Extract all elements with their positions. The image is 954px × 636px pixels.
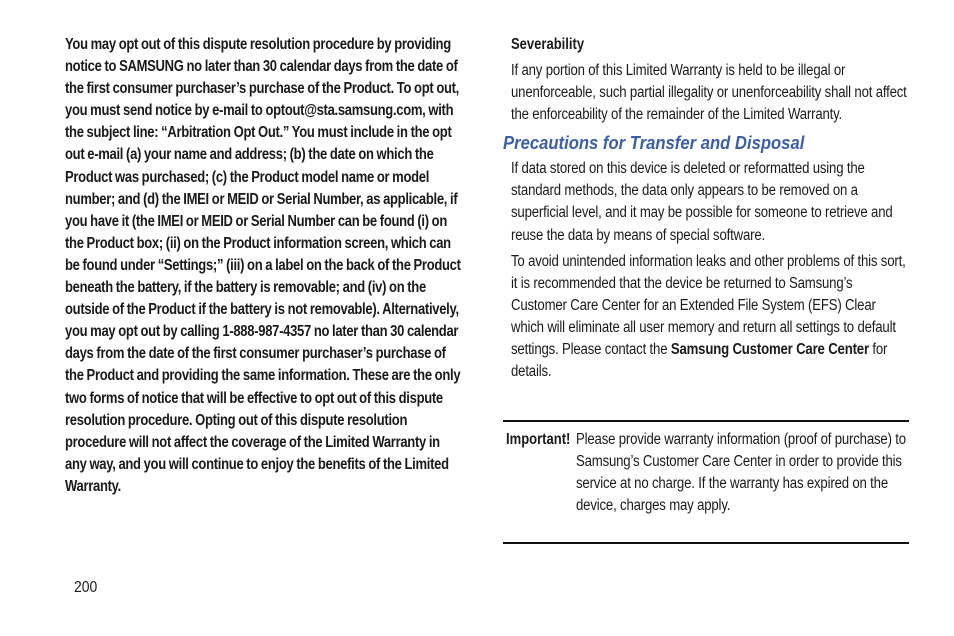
precautions-text-end: for details. xyxy=(511,341,888,381)
important-text: Please provide warranty information (proof of purchase) to Samsung’s Customer Care Center in order to provide this service at no charge. If the warranty has expired on the device, charges may apply. xyxy=(576,431,906,515)
precautions-paragraph-1: If data stored on this device is deleted or reformatted using the standard methods, the data only appears to be removed on a superficial level, and it may be possible for someone to retrieve and reuse the data by means of special software. xyxy=(511,160,893,244)
left-column xyxy=(65,34,465,498)
precautions-heading: Precautions for Transfer and Disposal xyxy=(503,132,805,154)
important-note-box xyxy=(503,420,909,544)
important-label: Important! xyxy=(506,431,571,448)
severability-heading: Severability xyxy=(511,36,585,53)
precautions-text-start: To avoid unintended information leaks and other problems of this sort, it is recommended that the device be returned to Samsung’s Customer Care Center for an Extended File System (EFS) Clear which will eliminate all user memory and return all settings to default settings. Please contact the xyxy=(511,252,906,359)
right-column xyxy=(503,34,913,515)
opt-out-paragraph: You may opt out of this dispute resolution procedure by providing notice to SAMSUNG no later than 30 calendar days from the date of the first consumer purchaser’s purchase of the Product. To opt out, you must send notice by e-mail to optout@sta.samsung.com, with the subject line: “Arbitration Opt Out.” You must include in the opt out e-mail (a) your name and address; (b) the date on which the Product was purchased; (c) the Product model name or model number; and (d) the IMEI or MEID or Serial Number, as applicable, if you have it (the IMEI or MEID or Serial Number can be found (i) on the Product box; (ii) on the Product information screen, which can be found under “Settings;” (iii) on a label on the back of the Product beneath the battery, if the battery is removable; and (iv) on the outside of the Product if the battery is not removable). Alternatively, you may opt out by calling 1-888-987-4357 no later than 30 calendar days from the date of the first consumer purchaser’s purchase of the Product and providing the same information. These are the only two forms of notice that will be effective to opt out of this dispute resolution procedure. Opting out of this dispute resolution procedure will not affect the coverage of the Limited Warranty in any way, and you will continue to enjoy the benefits of the Limited Warranty. xyxy=(65,36,461,495)
page-number: 200 xyxy=(74,579,98,596)
precautions-paragraph-2 xyxy=(511,251,911,384)
severability-text: If any portion of this Limited Warranty is held to be illegal or unenforceable, such partial illegality or unenforceability shall not affect the enforceability of the remainder of the Limited Warranty. xyxy=(511,62,907,124)
customer-care-center-bold: Samsung Customer Care Center xyxy=(670,341,869,359)
